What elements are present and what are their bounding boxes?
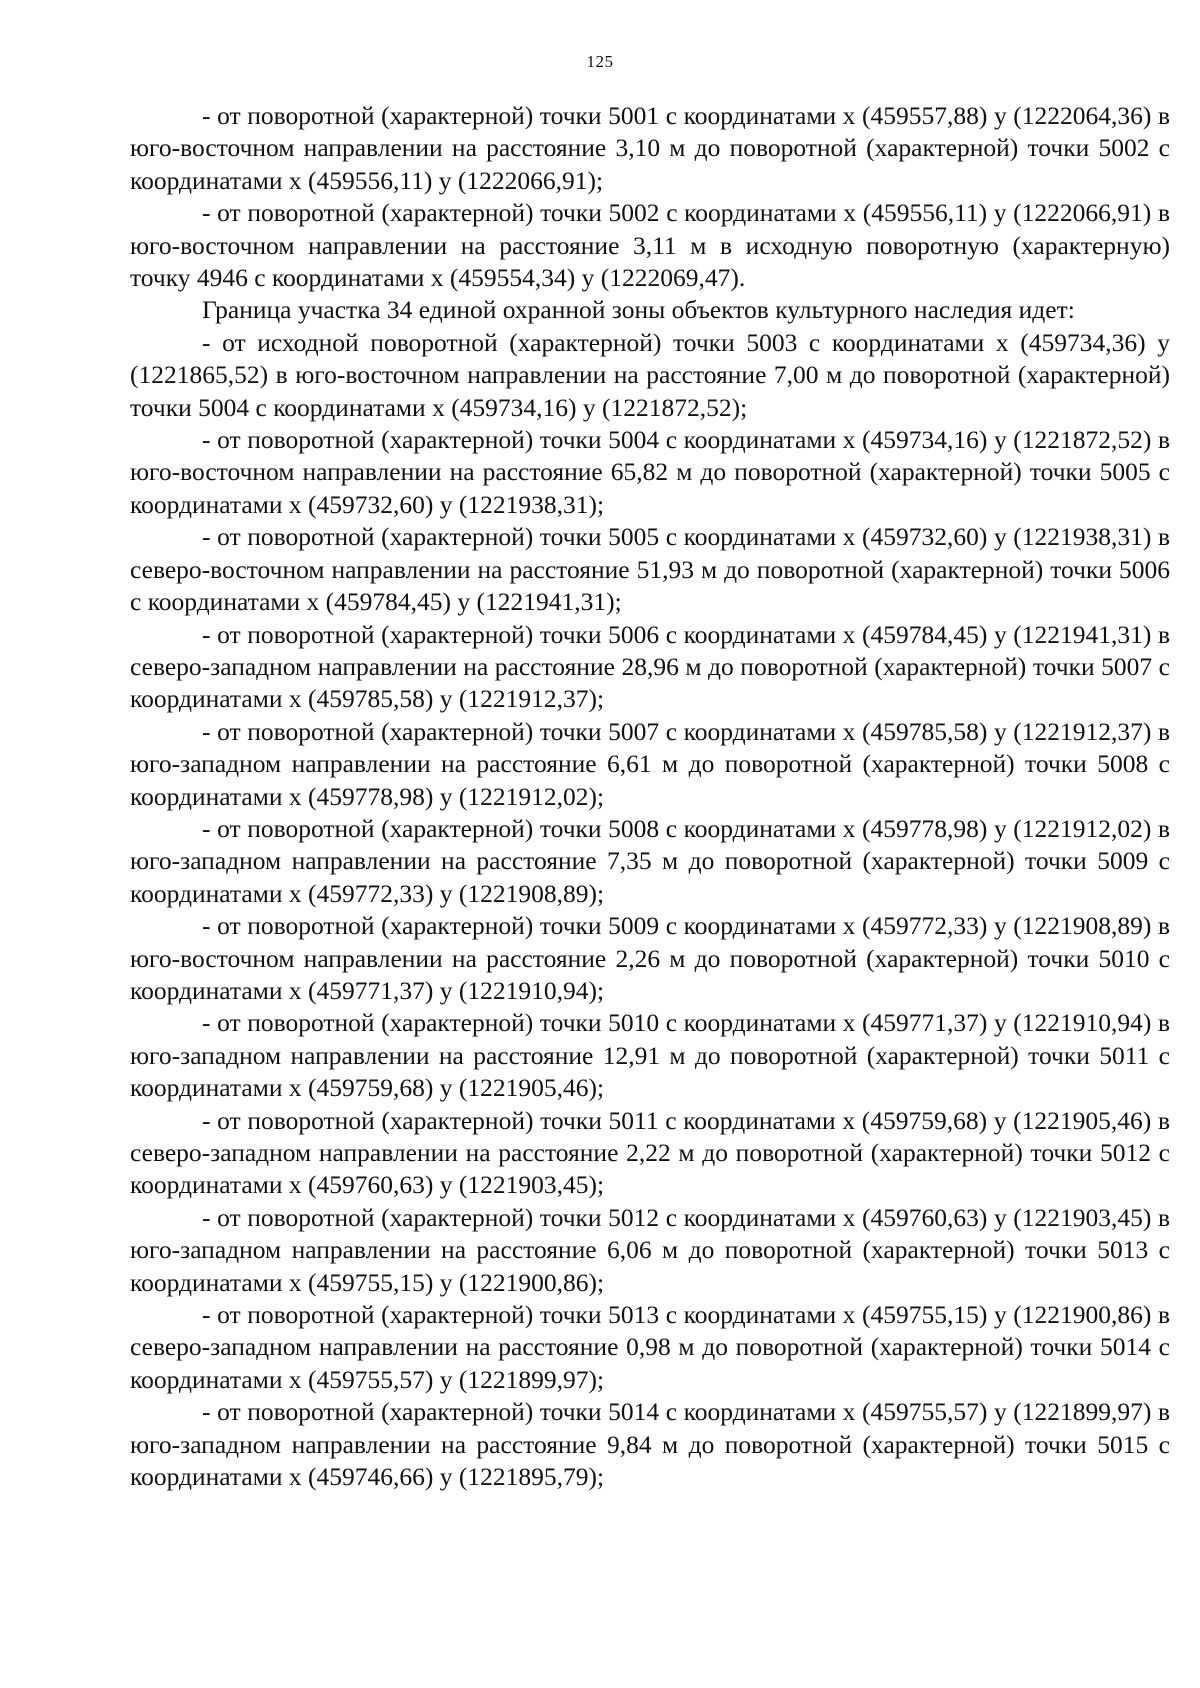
paragraph-point-5009: - от поворотной (характерной) точки 5009 с координатами х (459772,33) у (1221908,89) в юго-восточном направлении на расстояние 2,26 м до поворотной (характерной) точки 5010 с координатами х (459771,37) у (1221910,94); [130, 911, 1170, 1005]
paragraph-point-5002: - от поворотной (характерной) точки 5002 с координатами х (459556,11) у (1222066,91) в юго-восточном направлении на расстояние 3,11 м в исходную поворотную (характерную) точку 4946 с координатами х (459554,34) у (1222069,47). [130, 198, 1170, 293]
paragraph-point-5007: - от поворотной (характерной) точки 5007 с координатами х (459785,58) у (1221912,37) в юго-западном направлении на расстояние 6,61 м до поворотной (характерной) точки 5008 с координатами х (459778,98) у (1221912,02); [130, 716, 1170, 811]
paragraph-point-5010: - от поворотной (характерной) точки 5010 с координатами х (459771,37) у (1221910,94) в юго-западном направлении на расстояние 12,91 м до поворотной (характерной) точки 5011 с координатами х (459759,68) у (1221905,46); [130, 1008, 1170, 1103]
page-number: 125 [586, 52, 614, 71]
paragraph-point-5008: - от поворотной (характерной) точки 5008 с координатами х (459778,98) у (1221912,02) в юго-западном направлении на расстояние 7,35 м до поворотной (характерной) точки 5009 с координатами х (459772,33) у (1221908,89); [130, 813, 1170, 908]
paragraph-point-5011: - от поворотной (характерной) точки 5011 с координатами х (459759,68) у (1221905,46) в северо-западном направлении на расстояние 2,22 м до поворотной (характерной) точки 5012 с координатами х (459760,63) у (1221903,45); [130, 1105, 1170, 1200]
paragraph-point-5003: - от исходной поворотной (характерной) точки 5003 с координатами х (459734,36) у (1221865,52) в юго-восточном направлении на расстояние 7,00 м до поворотной (характерной) точки 5004 с координатами х (459734,16) у (1221872,52); [130, 327, 1170, 422]
paragraph-point-5004: - от поворотной (характерной) точки 5004 с координатами х (459734,16) у (1221872,52) в юго-восточном направлении на расстояние 65,82 м до поворотной (характерной) точки 5005 с координатами х (459732,60) у (1221938,31); [130, 425, 1170, 519]
paragraph-point-5014: - от поворотной (характерной) точки 5014 с координатами х (459755,57) у (1221899,97) в юго-западном направлении на расстояние 9,84 м до поворотной (характерной) точки 5015 с координатами х (459746,66) у (1221895,79); [130, 1397, 1170, 1492]
paragraph-point-5001: - от поворотной (характерной) точки 5001 с координатами х (459557,88) у (1222064,36) в юго-восточном направлении на расстояние 3,10 м до поворотной (характерной) точки 5002 с координатами х (459556,11) у (1222066,91); [130, 101, 1170, 195]
paragraph-point-5006: - от поворотной (характерной) точки 5006 с координатами х (459784,45) у (1221941,31) в северо-западном направлении на расстояние 28,96 м до поворотной (характерной) точки 5007 с координатами х (459785,58) у (1221912,37); [130, 619, 1170, 714]
paragraph-point-5012: - от поворотной (характерной) точки 5012 с координатами х (459760,63) у (1221903,45) в юго-западном направлении на расстояние 6,06 м до поворотной (характерной) точки 5013 с координатами х (459755,15) у (1221900,86); [130, 1202, 1170, 1297]
paragraph-point-5013: - от поворотной (характерной) точки 5013 с координатами х (459755,15) у (1221900,86) в северо-западном направлении на расстояние 0,98 м до поворотной (характерной) точки 5014 с координатами х (459755,57) у (1221899,97); [130, 1300, 1170, 1394]
paragraph-point-5005: - от поворотной (характерной) точки 5005 с координатами х (459732,60) у (1221938,31) в северо-восточном направлении на расстояние 51,93 м до поворотной (характерной) точки 5006 с координатами х (459784,45) у (1221941,31); [130, 522, 1170, 617]
paragraph-section-34-heading: Граница участка 34 единой охранной зоны объектов культурного наследия идет: [202, 295, 1075, 325]
document-body [130, 100, 1170, 1493]
